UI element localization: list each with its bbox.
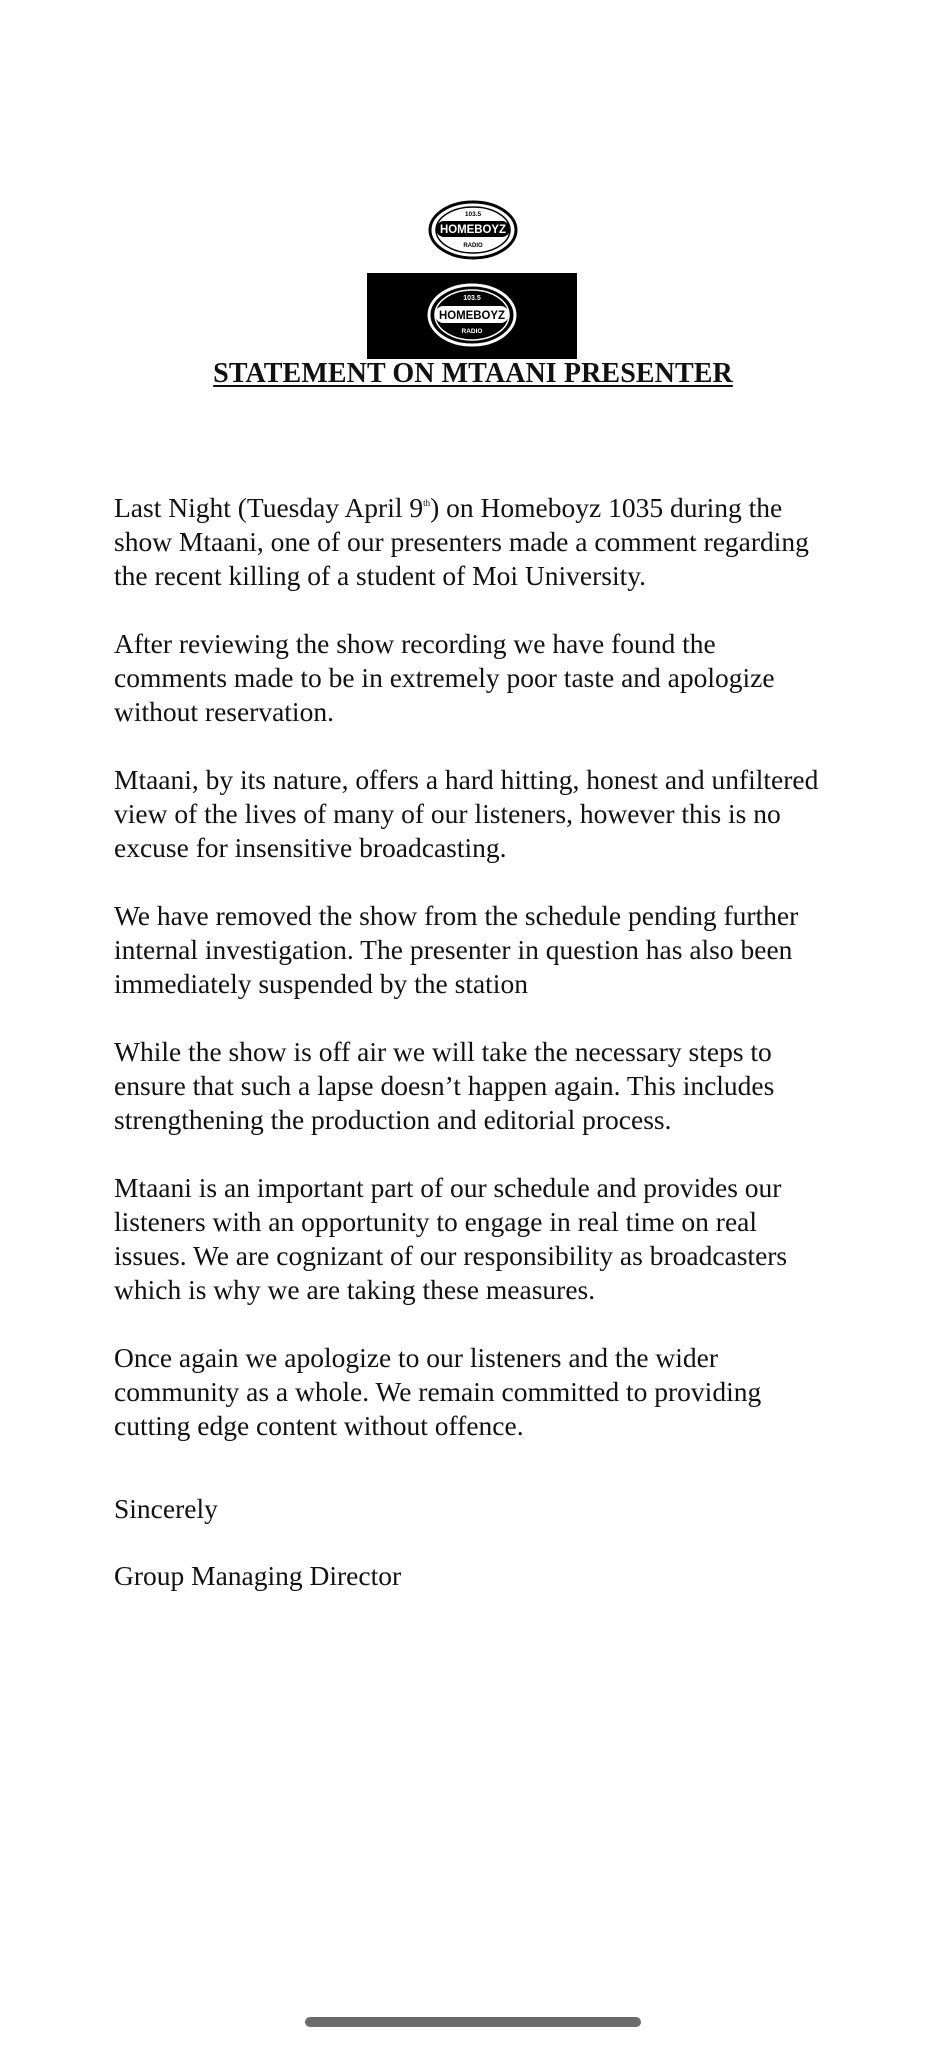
svg-text:RADIO: RADIO xyxy=(461,328,483,335)
svg-text:103.5: 103.5 xyxy=(463,295,481,302)
homeboyz-radio-logo xyxy=(428,200,518,260)
svg-text:HOMEBOYZ: HOMEBOYZ xyxy=(440,224,506,236)
svg-text:HOMEBOYZ: HOMEBOYZ xyxy=(439,308,505,322)
paragraph-5: While the show is off air we will take the necessary steps to ensure that such a lapse doesn’t happen again. This includes strengthening the production and editorial process. xyxy=(114,1036,775,1135)
closing-salutation: Sincerely xyxy=(114,1493,218,1524)
svg-text:RADIO: RADIO xyxy=(463,243,483,249)
svg-text:103.5: 103.5 xyxy=(464,211,482,218)
paragraph-3: Mtaani, by its nature, offers a hard hitting, honest and unfiltered view of the lives of many of our listeners, however this is no excuse for insensitive broadcasting. xyxy=(114,764,819,863)
paragraph-4: We have removed the show from the schedule pending further internal investigation. The presenter in question has also been immediately suspended by the station xyxy=(114,900,799,999)
signatory-title: Group Managing Director xyxy=(114,1560,402,1591)
paragraph-7: Once again we apologize to our listeners and the wider community as a whole. We remain committed to providing cutting edge content without offence. xyxy=(114,1342,762,1441)
paragraph-1: Last Night (Tuesday April 9th) on Homeboyz 1035 during the show Mtaani, one of our presenters made a comment regarding the recent killing of a student of Moi University. xyxy=(114,492,809,591)
statement-title: STATEMENT ON MTAANI PRESENTER xyxy=(213,358,733,389)
paragraph-2: After reviewing the show recording we have found the comments made to be in extremely poor taste and apologize without reservation. xyxy=(114,628,775,727)
homeboyz-radio-logo-inverted xyxy=(427,282,517,348)
home-indicator[interactable] xyxy=(305,2017,641,2027)
statement-body xyxy=(114,491,834,1477)
logo-banner xyxy=(367,273,577,359)
ordinal-suffix: th xyxy=(423,498,431,508)
paragraph-6: Mtaani is an important part of our schedule and provides our listeners with an opportunity to engage in real time on real issues. We are cognizant of our responsibility as broadcasters which is why we are taking these measures. xyxy=(114,1172,788,1305)
